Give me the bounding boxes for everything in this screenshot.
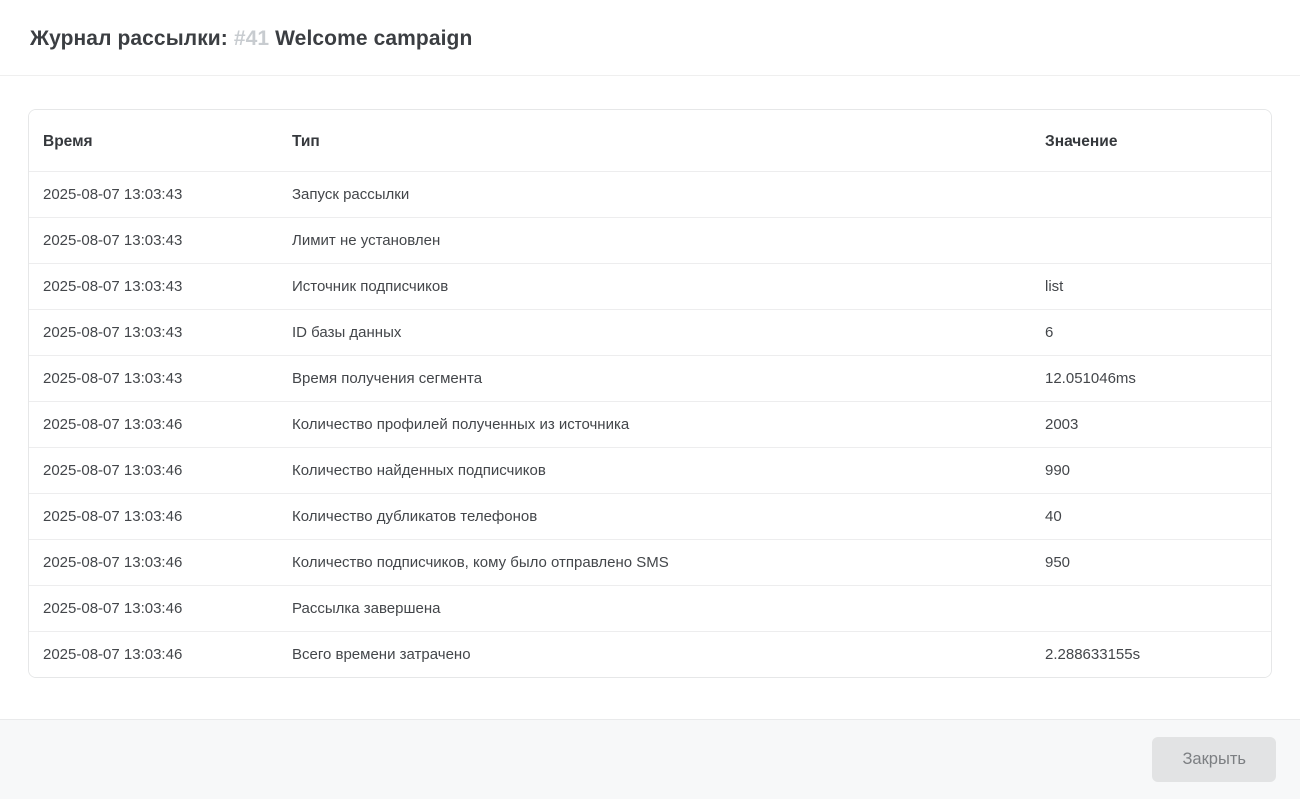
cell-type: Лимит не установлен xyxy=(278,218,1031,264)
campaign-id: #41 xyxy=(233,27,270,50)
cell-type: Запуск рассылки xyxy=(278,172,1031,218)
cell-value xyxy=(1031,586,1271,632)
cell-time: 2025-08-07 13:03:46 xyxy=(29,402,278,448)
table-row xyxy=(29,356,1271,402)
cell-type: Рассылка завершена xyxy=(278,586,1031,632)
cell-value: 990 xyxy=(1031,448,1271,494)
campaign-name: Welcome campaign xyxy=(275,27,473,50)
close-button[interactable]: Закрыть xyxy=(1152,737,1276,782)
log-table-head xyxy=(29,110,1271,172)
cell-value xyxy=(1031,172,1271,218)
cell-time: 2025-08-07 13:03:46 xyxy=(29,540,278,586)
table-row xyxy=(29,172,1271,218)
cell-type: Время получения сегмента xyxy=(278,356,1031,402)
cell-type: Количество подписчиков, кому было отправлено SMS xyxy=(278,540,1031,586)
cell-value: 950 xyxy=(1031,540,1271,586)
table-row xyxy=(29,402,1271,448)
column-header-time: Время xyxy=(29,110,278,172)
modal-header xyxy=(0,0,1300,76)
cell-type: Количество найденных подписчиков xyxy=(278,448,1031,494)
cell-type: Источник подписчиков xyxy=(278,264,1031,310)
cell-time: 2025-08-07 13:03:46 xyxy=(29,632,278,677)
log-table xyxy=(28,109,1272,678)
table-row xyxy=(29,540,1271,586)
table-row xyxy=(29,448,1271,494)
modal-title xyxy=(30,27,1270,51)
column-header-type: Тип xyxy=(278,110,1031,172)
cell-value: 12.051046ms xyxy=(1031,356,1271,402)
table-row xyxy=(29,586,1271,632)
cell-time: 2025-08-07 13:03:46 xyxy=(29,448,278,494)
modal-title-label: Журнал рассылки: xyxy=(30,27,228,50)
modal-footer xyxy=(0,719,1300,799)
cell-time: 2025-08-07 13:03:46 xyxy=(29,586,278,632)
cell-time: 2025-08-07 13:03:43 xyxy=(29,264,278,310)
cell-value xyxy=(1031,218,1271,264)
cell-time: 2025-08-07 13:03:43 xyxy=(29,172,278,218)
cell-type: Количество профилей полученных из источника xyxy=(278,402,1031,448)
table-row xyxy=(29,310,1271,356)
table-row xyxy=(29,632,1271,677)
cell-value: 2.288633155s xyxy=(1031,632,1271,677)
header-row xyxy=(29,110,1271,172)
cell-value: 2003 xyxy=(1031,402,1271,448)
cell-type: Всего времени затрачено xyxy=(278,632,1031,677)
table-row xyxy=(29,218,1271,264)
cell-time: 2025-08-07 13:03:43 xyxy=(29,310,278,356)
table-row xyxy=(29,264,1271,310)
cell-value: list xyxy=(1031,264,1271,310)
cell-time: 2025-08-07 13:03:43 xyxy=(29,218,278,264)
column-header-value: Значение xyxy=(1031,110,1271,172)
cell-type: Количество дубликатов телефонов xyxy=(278,494,1031,540)
cell-type: ID базы данных xyxy=(278,310,1031,356)
table-row xyxy=(29,494,1271,540)
cell-value: 40 xyxy=(1031,494,1271,540)
log-table-body xyxy=(29,172,1271,677)
cell-time: 2025-08-07 13:03:43 xyxy=(29,356,278,402)
cell-time: 2025-08-07 13:03:46 xyxy=(29,494,278,540)
modal-body xyxy=(0,76,1300,719)
cell-value: 6 xyxy=(1031,310,1271,356)
